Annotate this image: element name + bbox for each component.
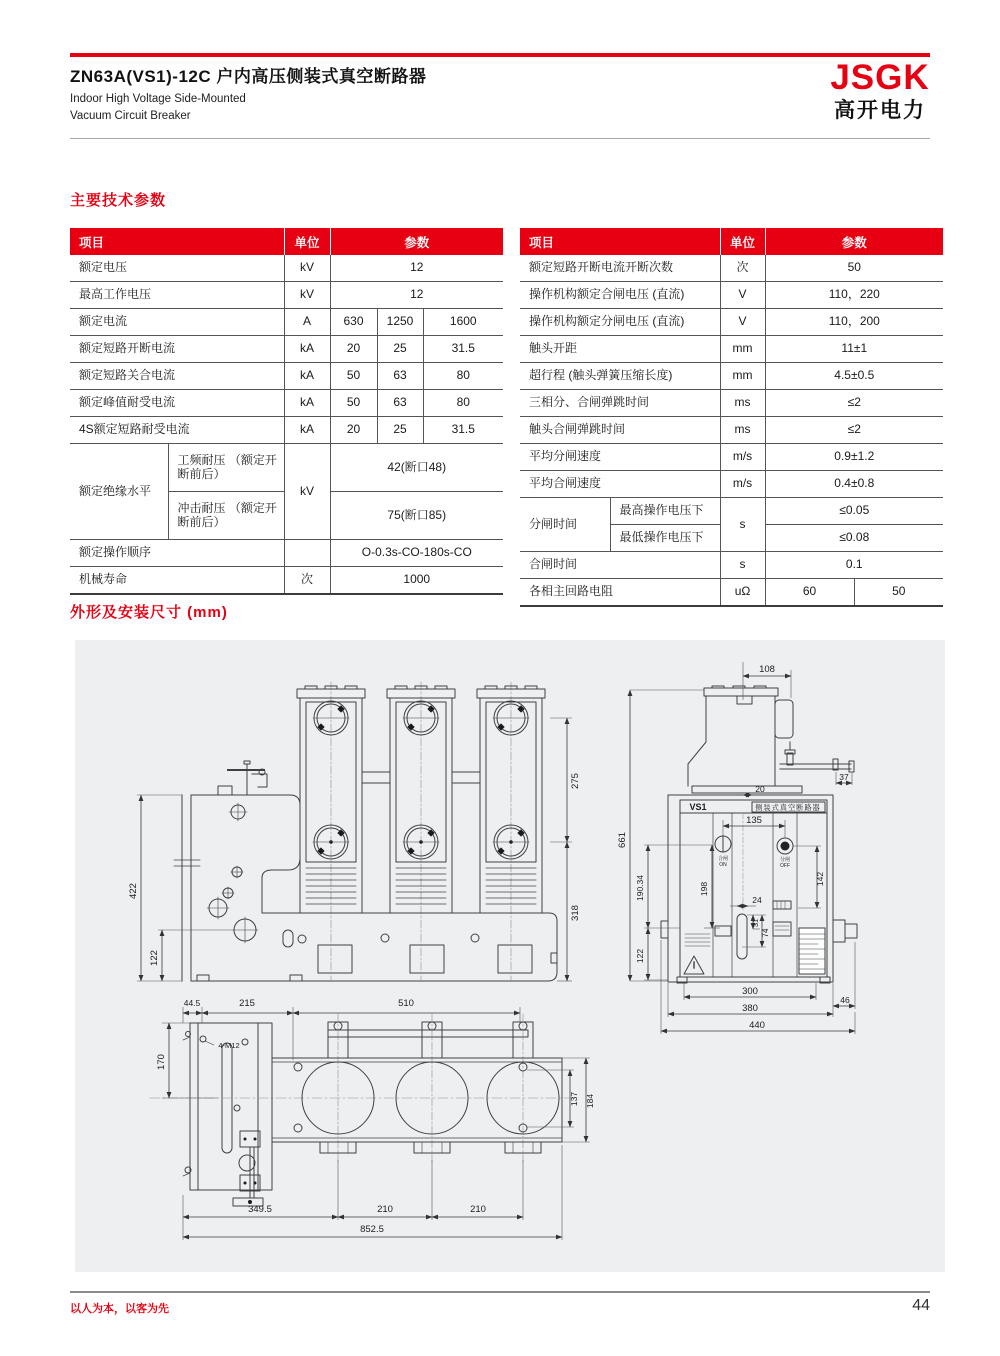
dim-661: 661	[617, 832, 628, 848]
col-header-unit: 单位	[284, 228, 330, 255]
col-header-param: 参数	[330, 228, 503, 255]
table-row	[70, 363, 503, 390]
cell-unit: s	[720, 498, 765, 552]
table-row	[520, 363, 943, 390]
cell-value: 0.4±0.8	[765, 471, 943, 498]
table-row-opening-time-1	[520, 498, 943, 525]
brand-logo	[830, 58, 930, 124]
col-header-item: 项目	[70, 228, 284, 255]
cell-value: 31.5	[423, 336, 503, 363]
cell-unit: kV	[284, 282, 330, 309]
dim-210-a: 210	[377, 1204, 393, 1215]
cell-item: 触头开距	[520, 336, 720, 363]
page-subtitle-en-1: Indoor High Voltage Side-Mounted	[70, 93, 246, 105]
cell-item: 额定操作顺序	[70, 540, 284, 567]
open-button-label-en: OFF	[780, 863, 790, 869]
cell-item: 额定电压	[70, 255, 284, 282]
cell-value: 63	[377, 363, 423, 390]
cell-item: 额定短路关合电流	[70, 363, 284, 390]
cell-item: 最高工作电压	[70, 282, 284, 309]
table-row	[520, 309, 943, 336]
cell-value: 4.5±0.5	[765, 363, 943, 390]
dim-184: 184	[585, 1093, 595, 1109]
table-row	[520, 390, 943, 417]
cell-unit: kA	[284, 363, 330, 390]
cell-value: 1000	[330, 567, 503, 595]
table-header-row	[520, 228, 943, 255]
cell-value: 25	[377, 417, 423, 444]
cell-item: 操作机构额定合闸电压 (直流)	[520, 282, 720, 309]
brand-logo-subtext: 高开电力	[834, 99, 926, 122]
dim-440: 440	[749, 1020, 765, 1031]
dim-210-b: 210	[470, 1204, 486, 1215]
cell-unit: 次	[284, 567, 330, 595]
model-label: VS1	[689, 802, 707, 812]
cell-unit: ms	[720, 390, 765, 417]
cell-item: 操作机构额定分闸电压 (直流)	[520, 309, 720, 336]
cell-value: 630	[330, 309, 377, 336]
cell-unit: A	[284, 309, 330, 336]
cell-subitem: 最高操作电压下	[610, 498, 720, 525]
dim-135: 135	[746, 815, 762, 826]
bottom-view-drawing	[150, 1014, 575, 1206]
cell-value: 50	[765, 255, 943, 282]
cell-value: 50	[330, 390, 377, 417]
cell-value: 110，220	[765, 282, 943, 309]
cell-item: 额定短路开断电流	[70, 336, 284, 363]
dim-318: 318	[570, 905, 581, 921]
cell-unit: s	[720, 552, 765, 579]
parameters-table-right	[520, 228, 943, 607]
cell-item: 超行程 (触头弹簧压缩长度)	[520, 363, 720, 390]
top-accent-rule	[70, 53, 930, 57]
dim-122-side: 122	[149, 950, 160, 966]
cell-unit: kA	[284, 417, 330, 444]
table-row	[520, 579, 943, 607]
cell-value: ≤2	[765, 417, 943, 444]
cell-item: 4S额定短路耐受电流	[70, 417, 284, 444]
technical-drawings	[75, 640, 945, 1272]
dim-74: 74	[761, 928, 770, 938]
cell-item: 额定峰值耐受电流	[70, 390, 284, 417]
table-row-insulation-1	[70, 444, 503, 492]
cell-item: 合闸时间	[520, 552, 720, 579]
cell-unit: ms	[720, 417, 765, 444]
dim-44-5: 44.5	[183, 998, 201, 1008]
cell-value: 42(断口48)	[330, 444, 503, 492]
cell-value: ≤0.05	[765, 498, 943, 525]
cell-item: 各相主回路电阻	[520, 579, 720, 607]
bolt-spec-label: 4-M12	[218, 1041, 240, 1050]
cell-unit: V	[720, 282, 765, 309]
table-row	[70, 417, 503, 444]
cell-item: 额定电流	[70, 309, 284, 336]
table-header-row	[70, 228, 503, 255]
cell-value: 80	[423, 390, 503, 417]
page-subtitle-en-2: Vacuum Circuit Breaker	[70, 110, 191, 122]
cell-unit: uΩ	[720, 579, 765, 607]
front-view-drawing	[661, 686, 857, 983]
header-divider	[70, 138, 930, 139]
cell-unit: m/s	[720, 444, 765, 471]
dim-190-34: 190.34	[635, 875, 645, 901]
dim-170: 170	[156, 1054, 167, 1070]
cell-value: 80	[423, 363, 503, 390]
dim-380: 380	[742, 1003, 758, 1014]
cell-item: 分闸时间	[520, 498, 610, 552]
cell-value: 50	[330, 363, 377, 390]
cell-item: 额定短路开断电流开断次数	[520, 255, 720, 282]
cell-value: 1600	[423, 309, 503, 336]
dim-349-5: 349.5	[248, 1204, 272, 1215]
cell-value: 60	[765, 579, 854, 607]
cell-unit: V	[720, 309, 765, 336]
page-title: ZN63A(VS1)-12C 户内高压侧装式真空断路器	[70, 67, 427, 86]
cell-unit: kA	[284, 336, 330, 363]
cell-value: 11±1	[765, 336, 943, 363]
cell-item: 三相分、合闸弹跳时间	[520, 390, 720, 417]
table-row	[520, 255, 943, 282]
cell-value: 0.9±1.2	[765, 444, 943, 471]
cell-value: 110，200	[765, 309, 943, 336]
cell-value: 75(断口85)	[330, 492, 503, 540]
cell-value: 20	[330, 336, 377, 363]
cell-unit	[284, 540, 330, 567]
dim-142: 142	[815, 871, 825, 887]
cell-value: 20	[330, 417, 377, 444]
cell-unit: m/s	[720, 471, 765, 498]
footer-divider	[70, 1291, 930, 1293]
section-title-parameters: 主要技术参数	[70, 192, 167, 209]
cell-unit: mm	[720, 363, 765, 390]
cell-unit: kV	[284, 255, 330, 282]
footer-slogan: 以人为本，以客为先	[70, 1303, 169, 1315]
cell-subitem: 冲击耐压 （额定开断前后）	[168, 492, 284, 540]
col-header-item: 项目	[520, 228, 720, 255]
cell-value: 31.5	[423, 417, 503, 444]
side-view-drawing	[174, 682, 557, 981]
col-header-param: 参数	[765, 228, 943, 255]
dimension-drawing-panel	[75, 640, 945, 1272]
dim-31: 31	[751, 918, 760, 928]
cell-value: 50	[854, 579, 943, 607]
open-button-label-zh: 分闸	[779, 857, 791, 863]
cell-value: 63	[377, 390, 423, 417]
table-row	[70, 336, 503, 363]
table-row	[520, 444, 943, 471]
dim-108: 108	[759, 664, 775, 675]
table-row	[520, 471, 943, 498]
table-row	[70, 309, 503, 336]
table-row	[520, 552, 943, 579]
cell-unit: 次	[720, 255, 765, 282]
cell-item: 额定绝缘水平	[70, 444, 168, 540]
cell-unit: kV	[284, 444, 330, 540]
parameters-table-left	[70, 228, 503, 595]
section-title-dimensions: 外形及安装尺寸 (mm)	[70, 604, 228, 621]
dim-422: 422	[128, 883, 139, 899]
table-row	[70, 255, 503, 282]
cell-value: 1250	[377, 309, 423, 336]
cell-value: O-0.3s-CO-180s-CO	[330, 540, 503, 567]
cell-item: 平均合闸速度	[520, 471, 720, 498]
dim-300: 300	[742, 986, 758, 997]
dim-275: 275	[570, 773, 581, 789]
table-row	[520, 417, 943, 444]
brand-logo-text: JSGK	[830, 58, 930, 97]
cell-subitem: 最低操作电压下	[610, 525, 720, 552]
dim-137: 137	[569, 1091, 579, 1107]
col-header-unit: 单位	[720, 228, 765, 255]
table-row	[520, 336, 943, 363]
table-row	[70, 567, 503, 595]
cell-value: 12	[330, 282, 503, 309]
table-row	[70, 390, 503, 417]
cell-value: 12	[330, 255, 503, 282]
dim-20: 20	[755, 784, 765, 794]
cell-unit: mm	[720, 336, 765, 363]
cell-value: 25	[377, 336, 423, 363]
page-number: 44	[912, 1297, 930, 1314]
close-button-label-zh: 合闸	[717, 856, 729, 862]
cell-value: 0.1	[765, 552, 943, 579]
dim-215: 215	[239, 998, 255, 1009]
cell-value: ≤2	[765, 390, 943, 417]
dim-24: 24	[752, 895, 762, 905]
dim-122-front: 122	[635, 948, 645, 964]
dim-46: 46	[840, 995, 850, 1005]
dim-852-5: 852.5	[360, 1224, 384, 1235]
close-button-label-en: ON	[719, 862, 727, 868]
table-row	[70, 540, 503, 567]
table-row	[520, 282, 943, 309]
cell-item: 平均分闸速度	[520, 444, 720, 471]
dim-37: 37	[839, 772, 849, 782]
dim-198: 198	[699, 881, 709, 897]
cell-subitem: 工频耐压 （额定开断前后）	[168, 444, 284, 492]
dim-510: 510	[398, 998, 414, 1009]
product-name-label: 侧装式真空断路器	[755, 803, 821, 812]
cell-item: 机械寿命	[70, 567, 284, 595]
cell-value: ≤0.08	[765, 525, 943, 552]
cell-item: 触头合闸弹跳时间	[520, 417, 720, 444]
cell-unit: kA	[284, 390, 330, 417]
table-row	[70, 282, 503, 309]
